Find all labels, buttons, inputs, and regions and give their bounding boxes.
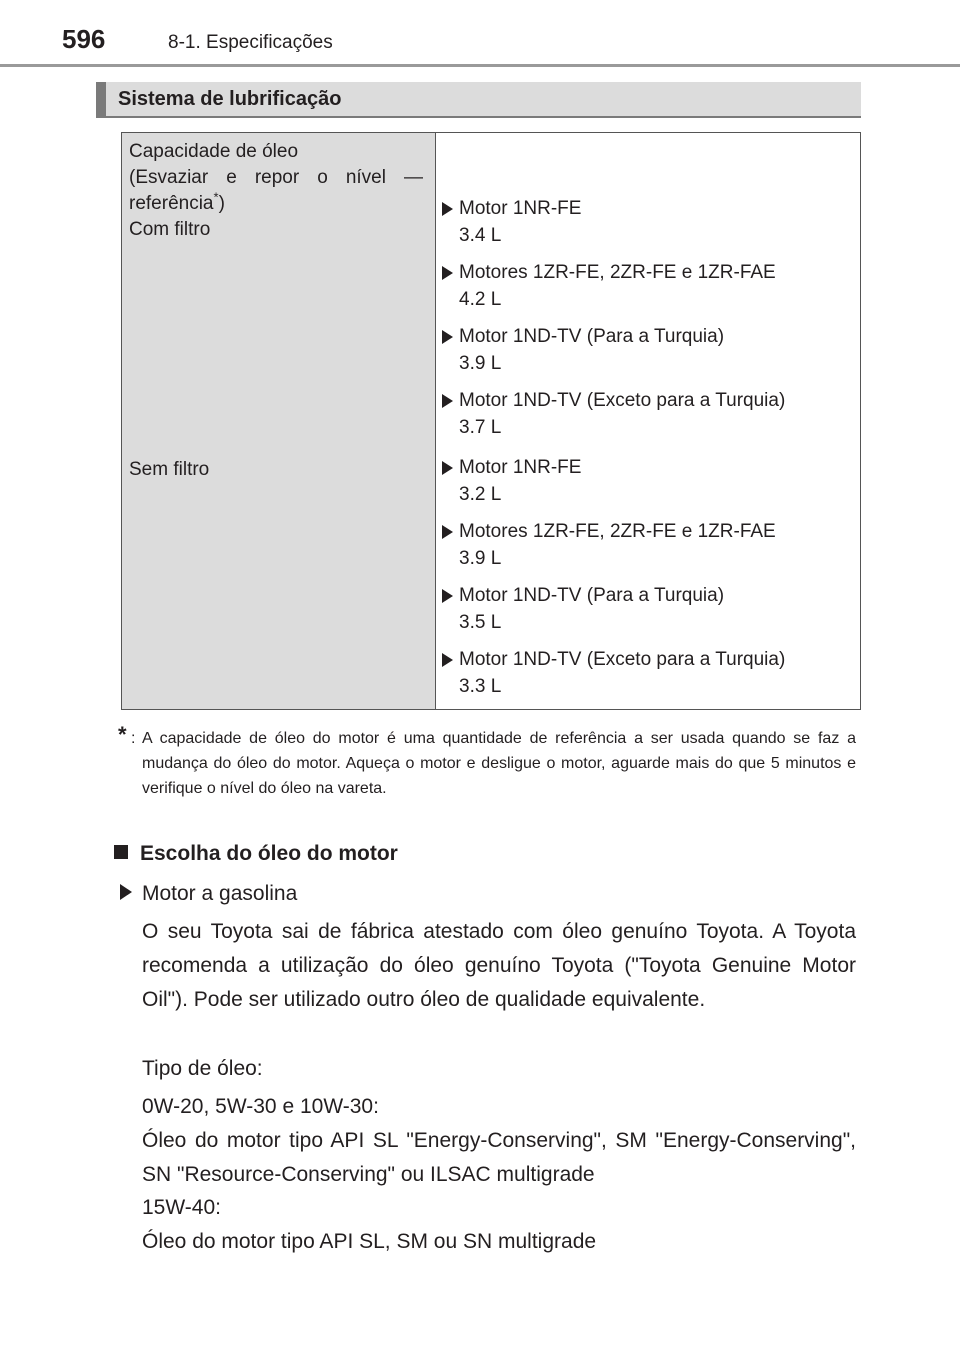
engine-name: Motor 1NR-FE — [459, 457, 582, 478]
engine-name: Motor 1ND-TV (Para a Turquia) — [459, 326, 725, 347]
arrow-bullet-icon — [442, 461, 453, 475]
oil-recommendation-paragraph: O seu Toyota sai de fábrica atestado com óleo genuíno Toyota. A Toyota recomenda a utilização do óleo genuíno Toyota ("Toyota Genuine Motor Oil"). Pode ser utilizado outro óleo de qualidade equivalente. — [142, 920, 856, 1011]
spec-label-column — [122, 133, 436, 709]
grade-b-block — [142, 1191, 856, 1259]
word: nível — [345, 167, 386, 188]
arrow-bullet-icon — [442, 394, 453, 408]
sem-filtro-label: Sem filtro — [129, 459, 210, 480]
square-bullet-icon — [114, 845, 128, 859]
oil-choice-heading-text: Escolha do óleo do motor — [140, 842, 398, 865]
grade-a-block — [142, 1090, 856, 1192]
header-rule — [0, 64, 960, 67]
engine-name: Motor 1ND-TV (Para a Turquia) — [459, 585, 725, 606]
capacity-value: 3.9 L — [459, 548, 502, 569]
capacity-value: 3.2 L — [459, 484, 502, 505]
engine-name: Motor 1NR-FE — [459, 198, 582, 219]
footnote-star: * — [118, 722, 127, 747]
section-title: Sistema de lubrificação — [118, 88, 342, 110]
word: o — [317, 167, 328, 188]
arrow-bullet-icon — [442, 330, 453, 344]
capacity-value: 3.7 L — [459, 417, 502, 438]
word: (Esvaziar — [129, 167, 209, 188]
arrow-bullet-icon — [442, 525, 453, 539]
word: repor — [254, 167, 300, 188]
capacity-value: 3.4 L — [459, 225, 502, 246]
arrow-bullet-icon — [120, 884, 132, 900]
capacity-value: 3.3 L — [459, 676, 502, 697]
word: — — [404, 167, 423, 188]
capacity-value: 4.2 L — [459, 289, 502, 310]
gasoline-bullet-text: Motor a gasolina — [142, 882, 298, 905]
spec-value-column — [437, 133, 860, 709]
capacity-label-line-1: Capacidade de óleo — [129, 141, 299, 162]
section-title-bar — [96, 82, 861, 118]
oil-type-label: Tipo de óleo: — [142, 1057, 263, 1080]
com-filtro-label: Com filtro — [129, 219, 211, 240]
spec-table — [121, 132, 861, 710]
capacity-value: 3.5 L — [459, 612, 502, 633]
engine-name: Motor 1ND-TV (Exceto para a Turquia) — [459, 649, 786, 670]
arrow-bullet-icon — [442, 202, 453, 216]
arrow-bullet-icon — [442, 589, 453, 603]
section-reference: 8-1. Especificações — [168, 32, 333, 53]
engine-name: Motor 1ND-TV (Exceto para a Turquia) — [459, 390, 786, 411]
arrow-bullet-icon — [442, 266, 453, 280]
capacity-label-line-2 — [129, 165, 423, 191]
capacity-value: 3.9 L — [459, 353, 502, 374]
arrow-bullet-icon — [442, 653, 453, 667]
footnote-text: A capacidade de óleo do motor é uma quantidade de referência a ser usada quando se faz a mudança do óleo do motor. Aqueça o motor e desligue o motor, aguarde mais do que 5 minutos e verifique o nível do óleo na vareta. — [142, 730, 856, 797]
oil-choice-heading — [114, 842, 398, 866]
page-number: 596 — [62, 24, 106, 54]
capacity-label-line-3: referência*) — [129, 189, 225, 214]
grade-a-text: Óleo do motor tipo API SL "Energy-Conserving", SM "Energy-Conserving", SN "Resource-Conserving" ou ILSAC multigrade — [142, 1129, 856, 1186]
word: e — [226, 167, 237, 188]
footnote — [118, 722, 856, 801]
footnote-colon: : — [131, 730, 136, 747]
engine-name: Motores 1ZR-FE, 2ZR-FE e 1ZR-FAE — [459, 262, 776, 283]
capacity-label — [129, 139, 423, 243]
grade-b-label: 15W-40: — [142, 1196, 221, 1219]
grade-a-label: 0W-20, 5W-30 e 10W-30: — [142, 1095, 379, 1118]
engine-name: Motores 1ZR-FE, 2ZR-FE e 1ZR-FAE — [459, 521, 776, 542]
grade-b-text: Óleo do motor tipo API SL, SM ou SN multigrade — [142, 1230, 597, 1253]
gasoline-bullet — [120, 880, 297, 908]
footnote-marker: * — [213, 189, 219, 205]
